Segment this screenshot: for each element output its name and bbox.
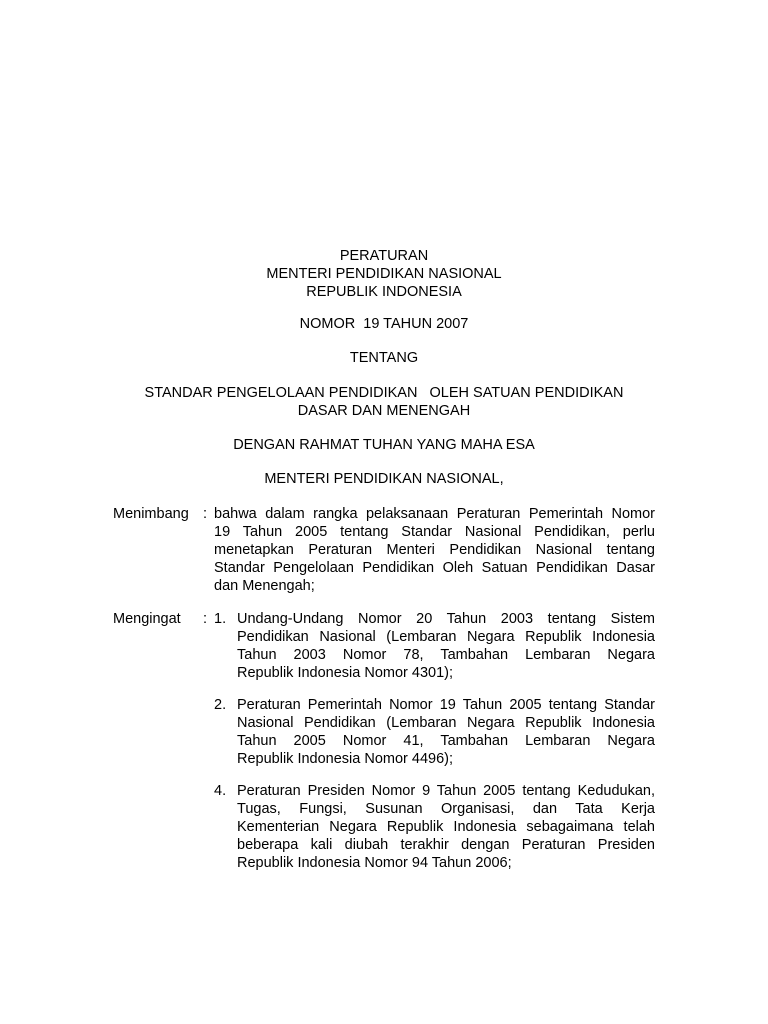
- rahmat-heading: [0, 436, 768, 454]
- mengingat-item-text: [237, 782, 655, 872]
- menteri-line: MENTERI PENDIDIKAN NASIONAL,: [264, 471, 504, 487]
- mengingat-item-line: Peraturan Presiden Nomor 9 Tahun 2005 tentang Kedudukan,: [237, 783, 655, 799]
- regulation-heading: [0, 247, 768, 301]
- menimbang-line: Standar Pengelolaan Pendidikan Oleh Satuan Pendidikan Dasar: [214, 560, 655, 576]
- mengingat-colon: :: [203, 611, 208, 627]
- heading-line-menteri: MENTERI PENDIDIKAN NASIONAL: [266, 266, 502, 282]
- mengingat-item-text: [237, 610, 655, 682]
- mengingat-label: Mengingat: [113, 611, 181, 627]
- heading-line-peraturan: PERATURAN: [339, 248, 429, 264]
- mengingat-item-line: Peraturan Pemerintah Nomor 19 Tahun 2005 tentang Standar: [237, 697, 655, 713]
- tentang-heading: [0, 349, 768, 367]
- list-item-number: 2.: [214, 697, 227, 713]
- menimbang-line: menetapkan Peraturan Menteri Pendidikan Nasional tentang: [214, 542, 655, 558]
- regulation-number: [0, 315, 768, 333]
- mengingat-item-line: Republik Indonesia Nomor 94 Tahun 2006;: [237, 855, 512, 871]
- mengingat-item-line: Undang-Undang Nomor 20 Tahun 2003 tentang Sistem: [237, 611, 655, 627]
- mengingat-item-text: [237, 696, 655, 768]
- menimbang-colon: :: [203, 506, 208, 522]
- mengingat-item-line: Republik Indonesia Nomor 4301);: [237, 665, 454, 681]
- mengingat-item-line: Tahun 2003 Nomor 78, Tambahan Lembaran Negara: [237, 647, 655, 663]
- mengingat-item-line: Tugas, Fungsi, Susunan Organisasi, dan Tata Kerja: [237, 801, 655, 817]
- mengingat-item-line: Nasional Pendidikan (Lembaran Negara Republik Indonesia: [237, 715, 655, 731]
- mengingat-item-line: Tahun 2005 Nomor 41, Tambahan Lembaran Negara: [237, 733, 655, 749]
- tentang-line: TENTANG: [349, 350, 419, 366]
- menimbang-line: dan Menengah;: [214, 578, 315, 594]
- menteri-heading: [0, 470, 768, 488]
- menimbang-line: bahwa dalam rangka pelaksanaan Peraturan Pemerintah Nomor: [214, 506, 655, 522]
- mengingat-item-line: beberapa kali diubah terakhir dengan Peraturan Presiden: [237, 837, 655, 853]
- menimbang-text: [214, 505, 655, 595]
- rahmat-line: DENGAN RAHMAT TUHAN YANG MAHA ESA: [233, 437, 535, 453]
- regulation-subject: [0, 384, 768, 420]
- mengingat-item-line: Republik Indonesia Nomor 4496);: [237, 751, 454, 767]
- subject-line-1: STANDAR PENGELOLAAN PENDIDIKAN OLEH SATUAN PENDIDIKAN: [144, 385, 624, 401]
- menimbang-label: Menimbang: [113, 506, 189, 522]
- mengingat-item-line: Kementerian Negara Republik Indonesia sebagaimana telah: [237, 819, 655, 835]
- menimbang-line: 19 Tahun 2005 tentang Standar Nasional Pendidikan, perlu: [214, 524, 655, 540]
- nomor-line: NOMOR 19 TAHUN 2007: [299, 316, 469, 332]
- subject-line-2: DASAR DAN MENENGAH: [297, 403, 471, 419]
- list-item-number: 1.: [214, 611, 227, 627]
- mengingat-item-line: Pendidikan Nasional (Lembaran Negara Republik Indonesia: [237, 629, 655, 645]
- heading-line-republik: REPUBLIK INDONESIA: [306, 284, 462, 300]
- list-item-number: 4.: [214, 783, 227, 799]
